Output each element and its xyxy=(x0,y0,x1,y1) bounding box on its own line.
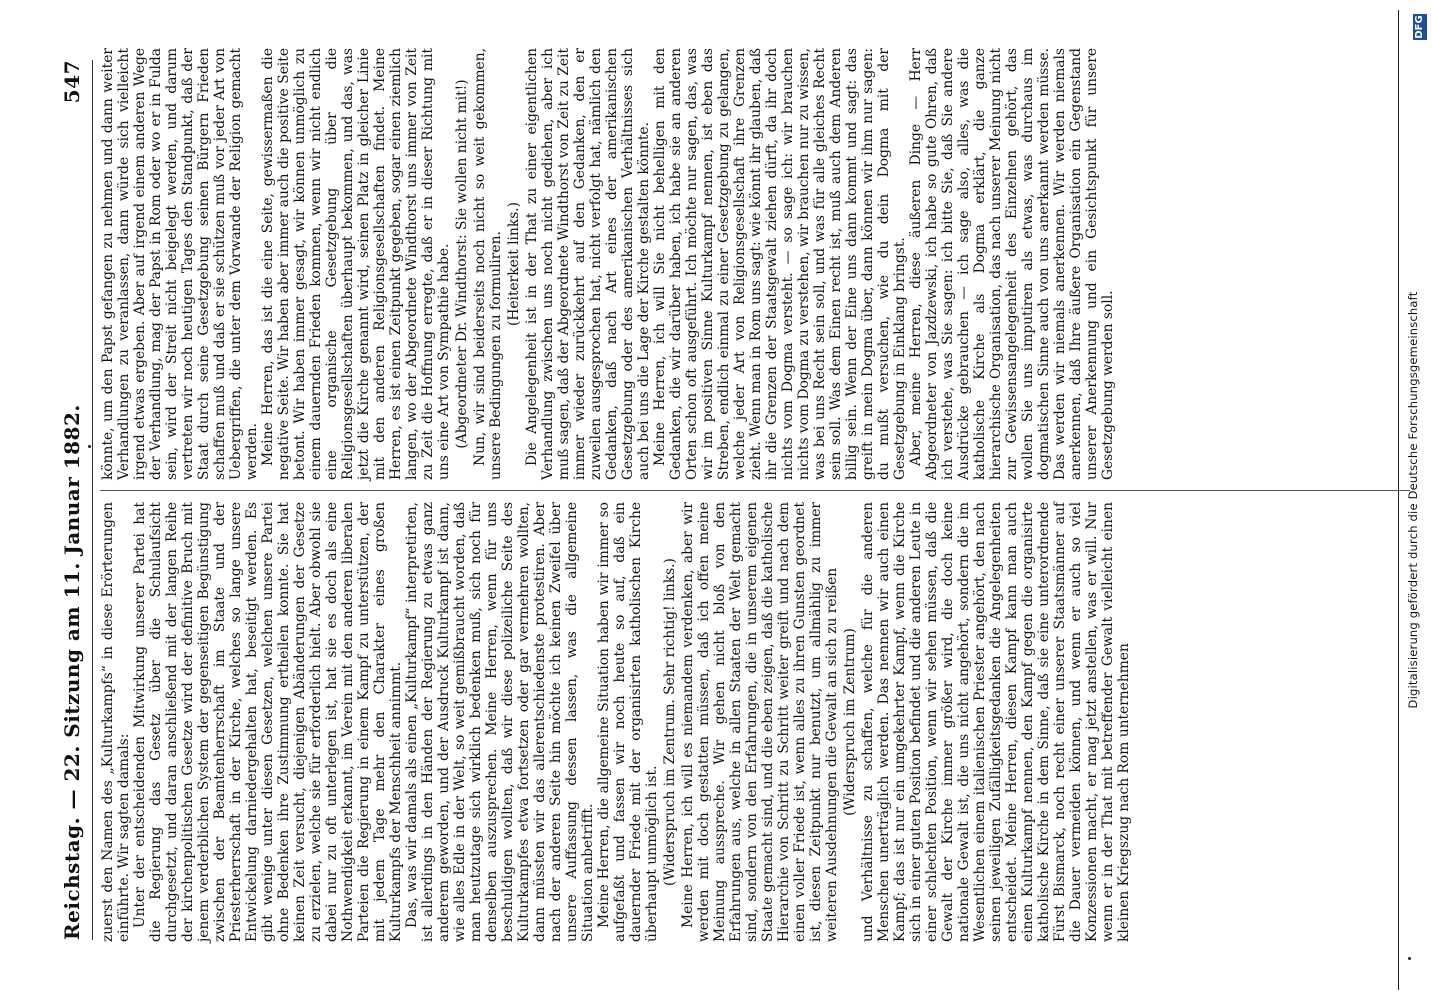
digitization-credit: Digitalisierung gefördert durch die Deutsche Forschungsgemeinschaft xyxy=(1406,291,1420,709)
paragraph: Meine Herren, die allgemeine Situation haben wir immer so aufgefaßt und fassen wir noch heute so auf, daß ein dauernder Friede mit der organisirten katholischen Kirche überhaupt unmöglich ist. xyxy=(596,502,660,942)
paragraph: Das, was wir damals als einen „Kulturkampf“ interpretirten, ist allerdings in den Händen der Regierung zu etwas ganz anderem geworden, und der Ausdruck Kulturkampf ist dann, wie alles Edle in der Welt, so weit gemißbraucht worden, daß man heutzutage sich wirklich bedenken muß, sich noch für denselben auszusprechen. Meine Herren, wenn für uns beschuldigen wollten, daß wir diese polizeiliche Seite des Kulturkampfes etwa fortsetzen oder gar vermehren wollten, dann müssten wir das allerentschiedenste protestiren. Aber nach der anderen Seite hin möchte ich keinen Zweifel über unsere Auffassung dessen lassen, was die allgemeine Situation anbetrifft. xyxy=(404,502,596,942)
paragraph: Aber, meine Herren, diese äußeren Dinge — Herr Abgeordneter von Jazdzewski, ich habe so gute Ohren, daß ich verstehe, was Sie sagen: ich bitte Sie, daß Sie andere Ausdrücke gebrauchen — ich sage also, alles, was die katholische Kirche als Dogma erklärt, die ganze hierarchische Organisation, das nach unserer Meinung nicht zur Gewissensangelegenheit des Einzelnen gehört, das wollen Sie uns imputiren als etwas, was durchaus im dogmatischen Sinne auch von uns anerkannt werden müsse. Das werden wir niemals anerkennen. Wir werden niemals anerkennen, daß Ihre äußere Organisation ein Gegenstand unserer Anerkennung und ein Gesichtspunkt für unsere Gesetzgebung werden soll. xyxy=(908,48,1116,480)
left-column xyxy=(100,502,1132,942)
page-number: 547 xyxy=(60,60,84,104)
paragraph: Die Angelegenheit ist in der That zu einer eigentlichen Verhandlung zwischen uns noch nicht gediehen, aber ich muß sagen, daß der Abgeordnete Windthorst von Zeit zu Zeit immer wieder zurückkehrt auf den Gedanken, den er zuweilen ausgesprochen hat, nicht verfolgt hat, nämlich den Gedanken, daß nach Art eines der amerikanischen Gesetzgebung oder des amerikanischen Verhältnisses sich auch bei uns die Lage der Kirche gestalten könnte. xyxy=(524,48,652,480)
header-title: Reichstag. — 22. Sitzung am 11. Januar 1882. xyxy=(60,404,84,940)
interjection: (Heiterkeit links.) xyxy=(506,201,522,327)
paragraph: und Verhältnisse zu schaffen, welche für die anderen Menschen unerträglich werden. Das nennen wir auch einen Kampf; das ist nur ein umgekehrter Kampf, wenn die Kirche sich in einer guten Position befindet und die anderen Leute in einer schlechten Position, wenn wir sehen müssen, daß die Gewalt der Kirche immer größer wird, die doch keine nationale Gewalt ist, die uns nicht angehört, sondern die im Wesentlichen einem italienischen Priester angehört, den nach seinen jeweiligen Zufälligkeitsgedanken die Angelegenheiten entscheidet. Meine Herren, diesen Kampf kann man auch einen Kulturkampf nennen, den Kampf gegen die organisirte katholische Kirche in dem Sinne, daß sie eine unterordnende Fürst Bismarck, noch recht einer unserer Staatsmänner auf die Dauer vermeiden können, und wenn er auch so viel Konzessionen macht, er mag jetzt anstellen, was er will. Nur wenn er in der That mit betreffender Gewalt vielleicht einen kleinen Kriegszug nach Rom unternehmen xyxy=(860,502,1132,942)
header-rule xyxy=(92,60,93,940)
page-footer xyxy=(1398,0,1432,1000)
margin-mark xyxy=(88,445,91,448)
paragraph: Meine Herren, ich will Sie nicht behelligen mit den Gedanken, die wir darüber haben, ich habe sie an anderen Orten schon oft ausgeführt. Ich möchte nur sagen, das, was wir im positiven Sinne Kulturkampf nennen, ist eben das Streben, endlich einmal zu einer Gesetzgebung zu gelangen, welche jeder Art von Religionsgesellschaft ihre Grenzen zieht. Wenn man in Rom uns sagt: wie könnt ihr glauben, daß ihr die Grenzen der Staatsgewalt ziehen dürft, da ihr doch nichts vom Dogma versteht. — so sage ich: wir brauchen nichts vom Dogma zu verstehen, wir brauchen nur zu wissen, was bei uns Recht sein soll, und was für alle gleiches Recht sein soll. Was dem Einen recht ist, muß auch dem Anderen billig sein. Wenn der Eine uns dann kommt und sagt: das greift in mein Dogma über, dann können wir ihm nur sagen: du mußt versuchen, wie du dein Dogma mit der Gesetzgebung in Einklang bringst. xyxy=(652,48,908,480)
column-divider xyxy=(100,490,1410,491)
interjection: (Widerspruch im Zentrum. Sehr richtig! links.) xyxy=(662,558,678,886)
interjection: (Abgeordneter Dr. Windthorst: Sie wollen nicht mit!) xyxy=(454,79,470,449)
paragraph: Meine Herren, ich will es niemandem verdenken, aber wir werden mit doch gestatten müssen, daß ich offen meine Meinung ausspreche. Wir gehen nicht bloß von den Erfahrungen aus, welche in allen Staaten der Welt gemacht sind, sondern von den Erfahrungen, die in unserem eigenen Staate gemacht sind, und die eben zeigen, daß die katholische Hierarchie von Schritt zu Schritt weiter greift und nach dem einen voller Friede ist, wenn alles zu ihren Gunsten geordnet ist, diesen Zeitpunkt nur benutzt, um allmählig zu immer weiteren Ausdehnungen die Gewalt an sich zu reißen xyxy=(680,502,840,942)
paragraph: Unter der entscheidenden Mitwirkung unserer Partei hat die Regierung das Gesetz über die Schulaufsicht durchgesetzt, und daran anschließend mit der langen Reihe der kirchenpolitischen Gesetze wird der definitive Bruch mit jenem verderblichen System der gegenseitigen Begünstigung zwischen der Beamtenherrschaft im Staate und der Priesterherrschaft in der Kirche, welches so lange unsere Entwickelung darniedergehalten hat, beseitigt werden. Es gibt wenige unter diesen Gesetzen, welchen unsere Partei ohne Bedenken ihre Zustimmung ertheilen konnte. Sie hat keinen Zeit versucht, diejenigen Abänderungen der Gesetze zu erzielen, welche sie für erforderlich hielt. Aber obwohl sie dabei nur zu oft unterlegen ist, hat sie es doch als eine Nothwendigkeit erkannt, im Verein mit den anderen liberalen Parteien die Regierung in einem Kampf zu unterstützen, der mit jedem Tage mehr den Charakter eines großen Kulturkampfs der Menschheit annimmt. xyxy=(132,502,404,942)
dfg-logo-text: DFG xyxy=(1414,15,1425,39)
paragraph: zuerst den Namen des „Kulturkampfs“ in diese Erörterungen einführte. Wir sagten damals: xyxy=(100,502,132,942)
interjection: (Widerspruch im Zentrum) xyxy=(842,628,858,816)
paragraph: könnte, um den Papst gefangen zu nehmen und dann weiter Verhandlungen zu veranlassen, dann würde sich vielleicht irgend etwas ergeben. Aber auf irgend einem anderen Wege der Verhandlung, mag der Papst in Rom oder wo er in Fulda sein, wird der Streit nicht beigelegt werden, und darum vertreten wir noch heutigen Tages den Standpunkt, daß der Staat durch seine Gesetzgebung seinen Bürgern Frieden schaffen muß und daß er sie schützen muß vor jeder Art von Uebergriffen, die unter dem Vorwande der Religion gemacht werden. xyxy=(100,48,260,480)
right-column xyxy=(100,48,1116,480)
footer-rule xyxy=(1398,10,1399,990)
paragraph: Nun, wir sind beiderseits noch nicht so weit gekommen, unsere Bedingungen zu formuliren. xyxy=(472,48,504,480)
paragraph: Meine Herren, das ist die eine Seite, gewissermaßen die negative Seite. Wir haben aber immer auch die positive Seite betont. Wir haben immer gesagt, wir können unmöglich zu einem dauernden Frieden kommen, wenn wir nicht endlich eine organische Gesetzgebung über die Religionsgesellschaften überhaupt bekommen, und das, was jetzt die Kirche genannt wird, seinen Platz in gleicher Linie mit den anderen Religionsgesellschaften findet. Meine Herren, es ist einen Zeitpunkt gegeben, sogar einen ziemlich langen, wo der Abgeordnete Windthorst uns immer von Zeit zu Zeit die Hoffnung erregte, daß er in dieser Richtung mit uns eine Art von Sympathie habe. xyxy=(260,48,452,480)
page-header xyxy=(52,60,92,940)
